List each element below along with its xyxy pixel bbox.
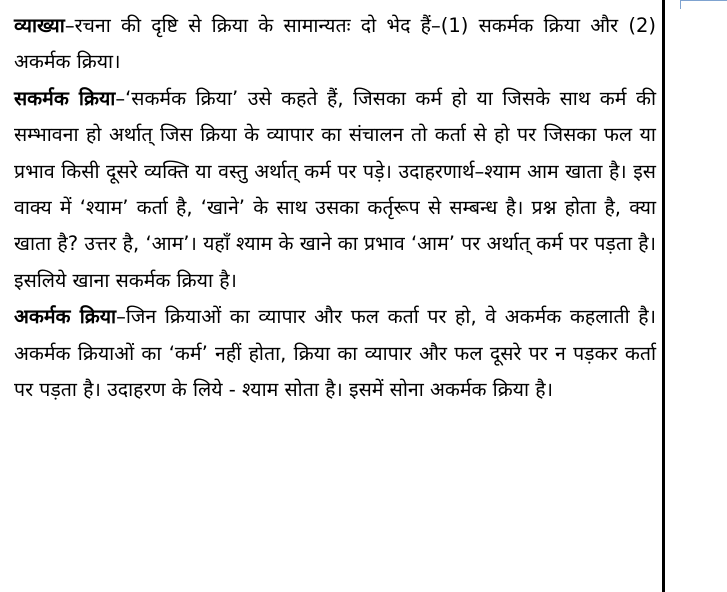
text-box-border [662, 0, 665, 592]
paragraph-text: –‘सकर्मक क्रिया’ उसे कहते हैं, जिसका कर्म हो या जिसके साथ कर्म की सम्भावना हो अर्थात् जिस क्रिया के व्यापार का संचालन तो कर्ता से हो पर जिसका फल या प्रभाव किसी दूसरे व्यक्ति या वस्तु अर्थात् कर्म पर पड़े। उदाहरणार्थ–श्याम आम खाता है। इस वाक्य में ‘श्याम’ कर्ता है, ‘खाने’ के साथ उसका कर्तृरूप से सम्बन्ध है। प्रश्न होता है, क्या खाता है? उत्तर है, ‘आम’। यहाँ श्याम के खाने का प्रभाव ‘आम’ पर अर्थात् कर्म पर पड़ता है। इसलिये खाना सकर्मक क्रिया है। [14, 86, 656, 292]
paragraph-sakarmak [14, 81, 656, 299]
page-corner-marker [680, 0, 727, 9]
term-vyakhya: व्याख्या [14, 14, 65, 37]
paragraph-text: –रचना की दृष्टि से क्रिया के सामान्यतः दो भेद हैं–(1) सकर्मक क्रिया और (2) अकर्मक क्रिया। [14, 14, 656, 74]
document-body [14, 8, 656, 408]
term-sakarmak-kriya: सकर्मक क्रिया [14, 86, 116, 110]
paragraph-text: –जिन क्रियाओं का व्यापार और फल कर्ता पर हो, वे अकर्मक कहलाती है। अकर्मक क्रियाओं का ‘कर्म’ नहीं होता, क्रिया का व्यापार और फल दूसरे पर न पड़कर कर्ता पर पड़ता है। उदाहरण के लिये - श्याम सोता है। इसमें सोना अकर्मक क्रिया है। [14, 305, 657, 402]
paragraph-definition [14, 8, 656, 81]
paragraph-akarmak [14, 299, 656, 408]
term-akarmak-kriya: अकर्मक क्रिया [14, 305, 117, 329]
